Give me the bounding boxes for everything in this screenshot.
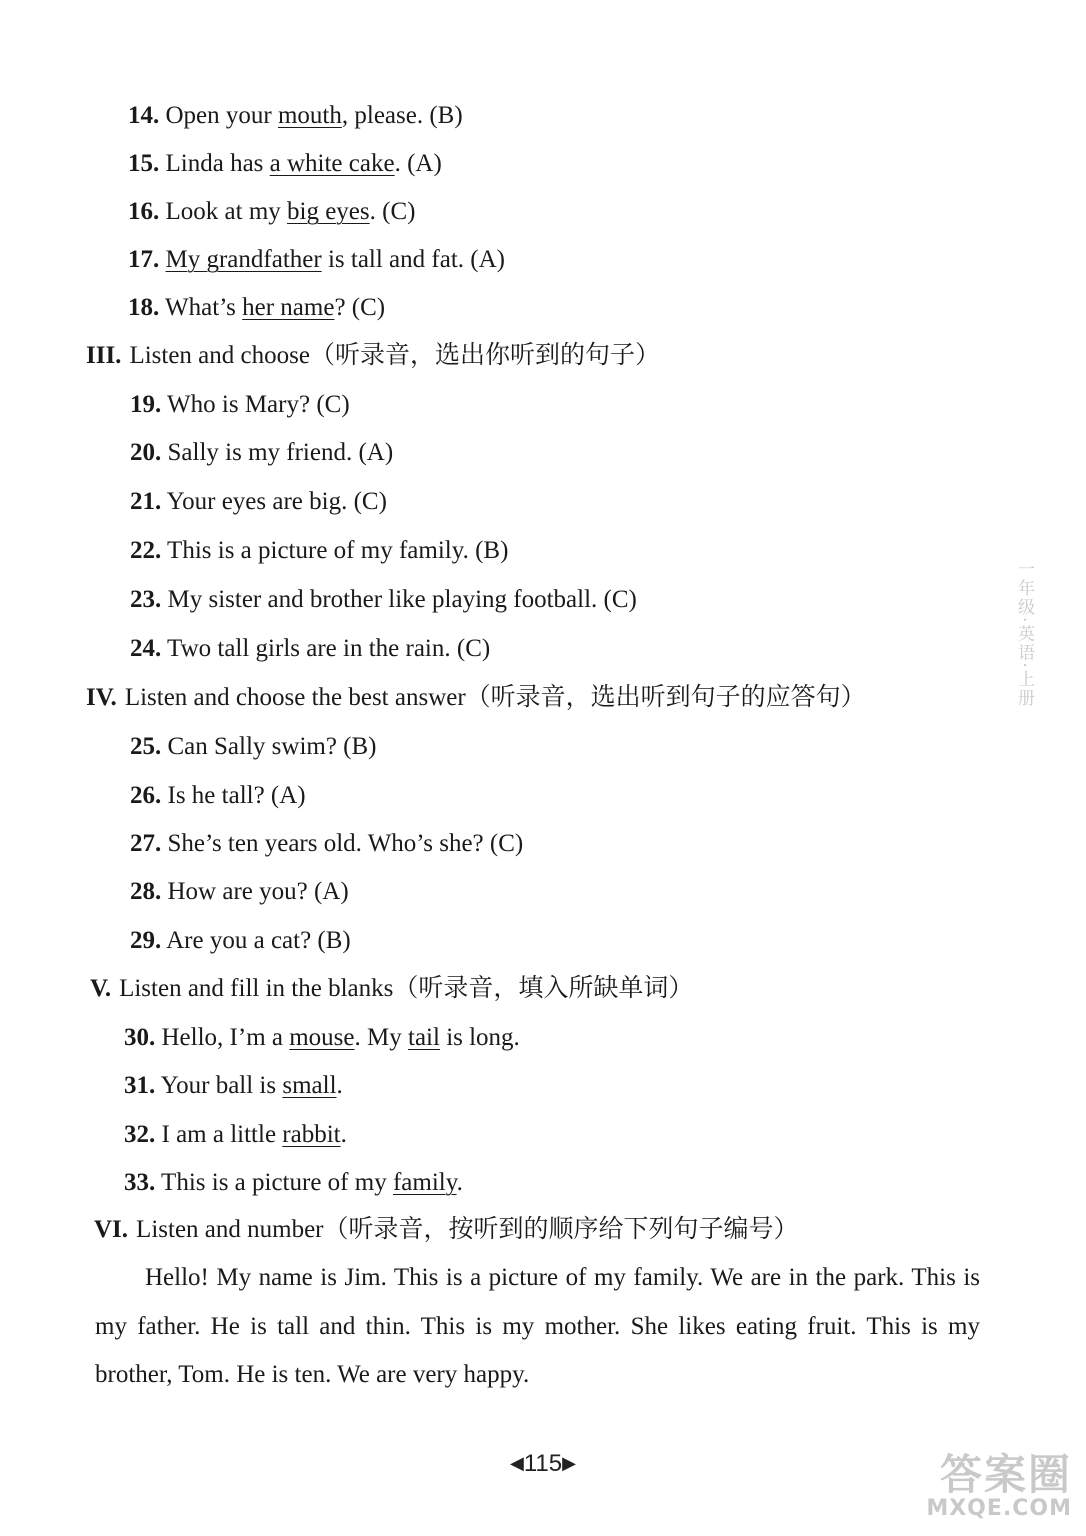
- item-31: [124, 1071, 343, 1101]
- item-33: [124, 1168, 463, 1198]
- item-number: 28.: [130, 878, 162, 905]
- item-15: [128, 149, 442, 179]
- item-number: 29.: [130, 927, 162, 954]
- item-18: [128, 293, 385, 323]
- item-text: .: [340, 1121, 347, 1148]
- item-14: [128, 101, 463, 131]
- item-28: [130, 877, 349, 907]
- section-heading-4: [86, 683, 866, 713]
- item-text: Who is Mary? (C): [161, 391, 350, 418]
- page-number-text: 115: [523, 1450, 563, 1477]
- item-number: 27.: [130, 830, 162, 857]
- section-title: Listen and choose the best answer（听录音，选出听到句子的应答句）: [124, 684, 866, 711]
- item-text: My sister and brother like playing football. (C): [161, 586, 637, 613]
- underlined-answer: small: [282, 1072, 337, 1099]
- underlined-answer: My grandfather: [165, 246, 322, 273]
- item-text: How are you? (A): [161, 878, 349, 905]
- underlined-answer: rabbit: [282, 1121, 341, 1148]
- item-number: 23.: [130, 586, 162, 613]
- item-text: . (A): [394, 150, 442, 177]
- item-19: [130, 390, 350, 420]
- item-number: 17.: [128, 246, 160, 273]
- item-25: [130, 732, 377, 762]
- item-number: 16.: [128, 198, 160, 225]
- item-text: I am a little: [155, 1121, 283, 1148]
- section-title: Listen and fill in the blanks（听录音，填入所缺单词）: [119, 975, 694, 1002]
- item-21: [130, 487, 387, 517]
- item-number: 32.: [124, 1121, 156, 1148]
- item-number: 14.: [128, 102, 160, 129]
- watermark-text: 答案圈: [939, 1450, 1072, 1499]
- item-text: What’s: [159, 294, 243, 321]
- item-text: Look at my: [159, 198, 288, 225]
- section-number: V.: [90, 975, 112, 1002]
- underlined-answer: big eyes: [287, 198, 370, 225]
- underlined-answer: tail: [408, 1024, 440, 1051]
- section-number: VI.: [94, 1216, 129, 1243]
- item-20: [130, 438, 393, 468]
- item-text: Can Sally swim? (B): [161, 733, 377, 760]
- item-number: 20.: [130, 439, 162, 466]
- item-text: . My: [354, 1024, 408, 1051]
- item-number: 31.: [124, 1072, 156, 1099]
- section-heading-3: [86, 341, 660, 371]
- underlined-answer: mouth: [277, 102, 342, 129]
- item-30: [124, 1023, 520, 1053]
- section-heading-5: [90, 974, 693, 1004]
- item-text: ? (C): [334, 294, 386, 321]
- item-number: 22.: [130, 537, 162, 564]
- section-number: III.: [86, 342, 122, 369]
- item-22: [130, 536, 508, 566]
- underlined-answer: mouse: [289, 1024, 355, 1051]
- item-23: [130, 585, 637, 615]
- item-text: Two tall girls are in the rain. (C): [161, 635, 491, 662]
- underlined-answer: family: [392, 1169, 457, 1196]
- listening-paragraph: Hello! My name is Jim. This is a picture of my family. We are in the park. This is my father. He is tall and thin. This is my mother. She likes eating fruit. This is my brother, Tom. He is ten. We are very happy.: [95, 1264, 980, 1388]
- item-text: . (C): [369, 198, 416, 225]
- item-number: 33.: [124, 1169, 156, 1196]
- watermark-url: MXQE.COM: [926, 1496, 1072, 1521]
- item-text: Open your: [159, 102, 278, 129]
- item-text: is long.: [439, 1024, 520, 1051]
- item-24: [130, 634, 490, 664]
- item-text: Sally is my friend. (A): [161, 439, 394, 466]
- item-number: 21.: [130, 488, 162, 515]
- item-text: This is a picture of my family. (B): [161, 537, 509, 564]
- item-text: She’s ten years old. Who’s she? (C): [161, 830, 524, 857]
- item-number: 19.: [130, 391, 162, 418]
- item-text: , please. (B): [341, 102, 463, 129]
- item-text: Is he tall? (A): [161, 782, 306, 809]
- section-heading-6: [94, 1215, 799, 1245]
- watermark-logo: [896, 1442, 1076, 1530]
- item-number: 18.: [128, 294, 160, 321]
- right-triangle-icon: ▶: [562, 1453, 576, 1473]
- item-29: [130, 926, 351, 956]
- item-17: [128, 245, 505, 275]
- underlined-answer: a white cake: [269, 150, 395, 177]
- section-number: IV.: [86, 684, 117, 711]
- item-text: Your eyes are big. (C): [161, 488, 387, 515]
- item-number: 26.: [130, 782, 162, 809]
- section-title: Listen and number（听录音，按听到的顺序给下列句子编号）: [136, 1216, 799, 1243]
- item-text: .: [336, 1072, 343, 1099]
- item-text: This is a picture of my: [155, 1169, 393, 1196]
- underlined-answer: her name: [242, 294, 335, 321]
- item-number: 24.: [130, 635, 162, 662]
- item-27: [130, 829, 523, 859]
- item-text: is tall and fat. (A): [321, 246, 505, 273]
- item-text: Your ball is: [155, 1072, 283, 1099]
- item-32: [124, 1120, 347, 1150]
- section-title: Listen and choose（听录音，选出你听到的句子）: [129, 342, 660, 369]
- item-number: 30.: [124, 1024, 156, 1051]
- item-text: Linda has: [159, 150, 270, 177]
- item-text: Are you a cat? (B): [161, 927, 351, 954]
- item-number: 15.: [128, 150, 160, 177]
- item-text: Hello, I’m a: [155, 1024, 290, 1051]
- side-note: 一年级·英语·上册: [1014, 560, 1034, 708]
- item-number: 25.: [130, 733, 162, 760]
- item-text: .: [456, 1169, 463, 1196]
- item-16: [128, 197, 415, 227]
- left-triangle-icon: ◀: [510, 1453, 524, 1473]
- item-26: [130, 781, 306, 811]
